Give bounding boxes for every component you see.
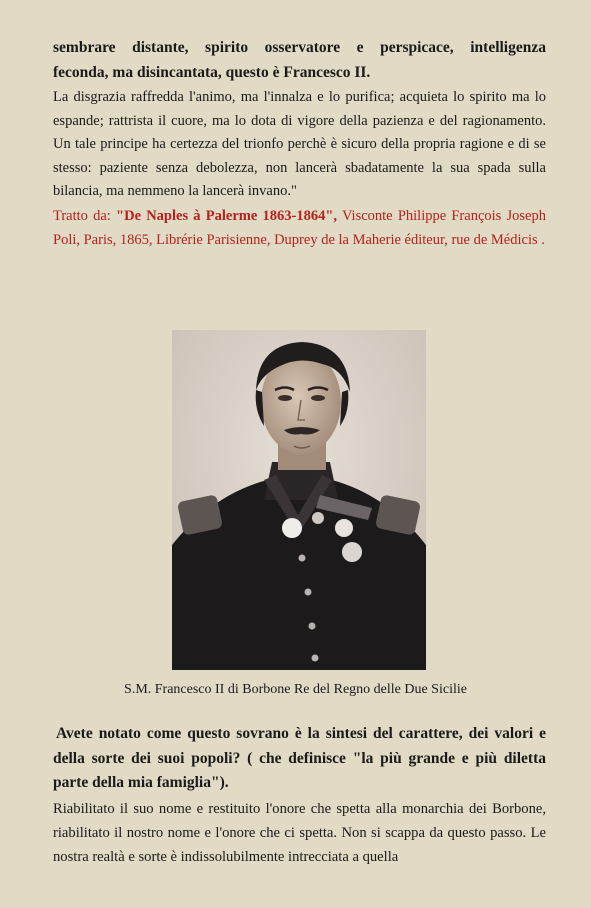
portrait-illustration: [172, 330, 426, 670]
intro-line-1: sembrare distante, spirito osservatore e perspicace, intelligenza: [53, 39, 546, 56]
question-paragraph: Avete notato come questo sovrano è la sintesi del carattere, dei valori e della sorte dei suoi popoli? ( che definisce "la più grande e più diletta parte della mia famiglia").: [53, 725, 546, 791]
intro-paragraph: [53, 36, 546, 85]
portrait-photo: [172, 330, 426, 670]
source-prefix: Tratto da:: [53, 208, 117, 224]
portrait-caption: S.M. Francesco II di Borbone Re del Regno delle Due Sicilie: [124, 682, 467, 697]
closing-paragraph: Riabilitato il suo nome e restituito l'onore che spetta alla monarchia dei Borbone, riabilitato il nostro nome e l'onore che ci spetta. Non si scappa da questo passo. Le nostra realtà e sorte è indissolubilmente intrecciata a quella: [53, 801, 546, 865]
quote-paragraph: La disgrazia raffredda l'animo, ma l'innalza e lo purifica; acquieta lo spirito ma lo espande; rattrista il cuore, ma lo dota di vigore della pazienza e del ragionamento. Un tale principe ha certezza del trionfo perchè è sicuro della propria ragione e di se stesso: paziente senza debolezza, non lancerà sbadatamente la sua spada sulla bilancia, ma nemmeno la lancerà invano.": [53, 89, 546, 199]
source-title: "De Naples à Palerme 1863-1864",: [116, 208, 337, 224]
source-details: Visconte Philippe François Joseph Poli, Paris, 1865, Librérie Parisienne, Duprey de la Maherie éditeur, rue de Médicis .: [53, 208, 546, 248]
source-citation: [53, 204, 546, 252]
intro-line-2: feconda, ma disincantata, questo è Francesco II.: [53, 63, 371, 81]
